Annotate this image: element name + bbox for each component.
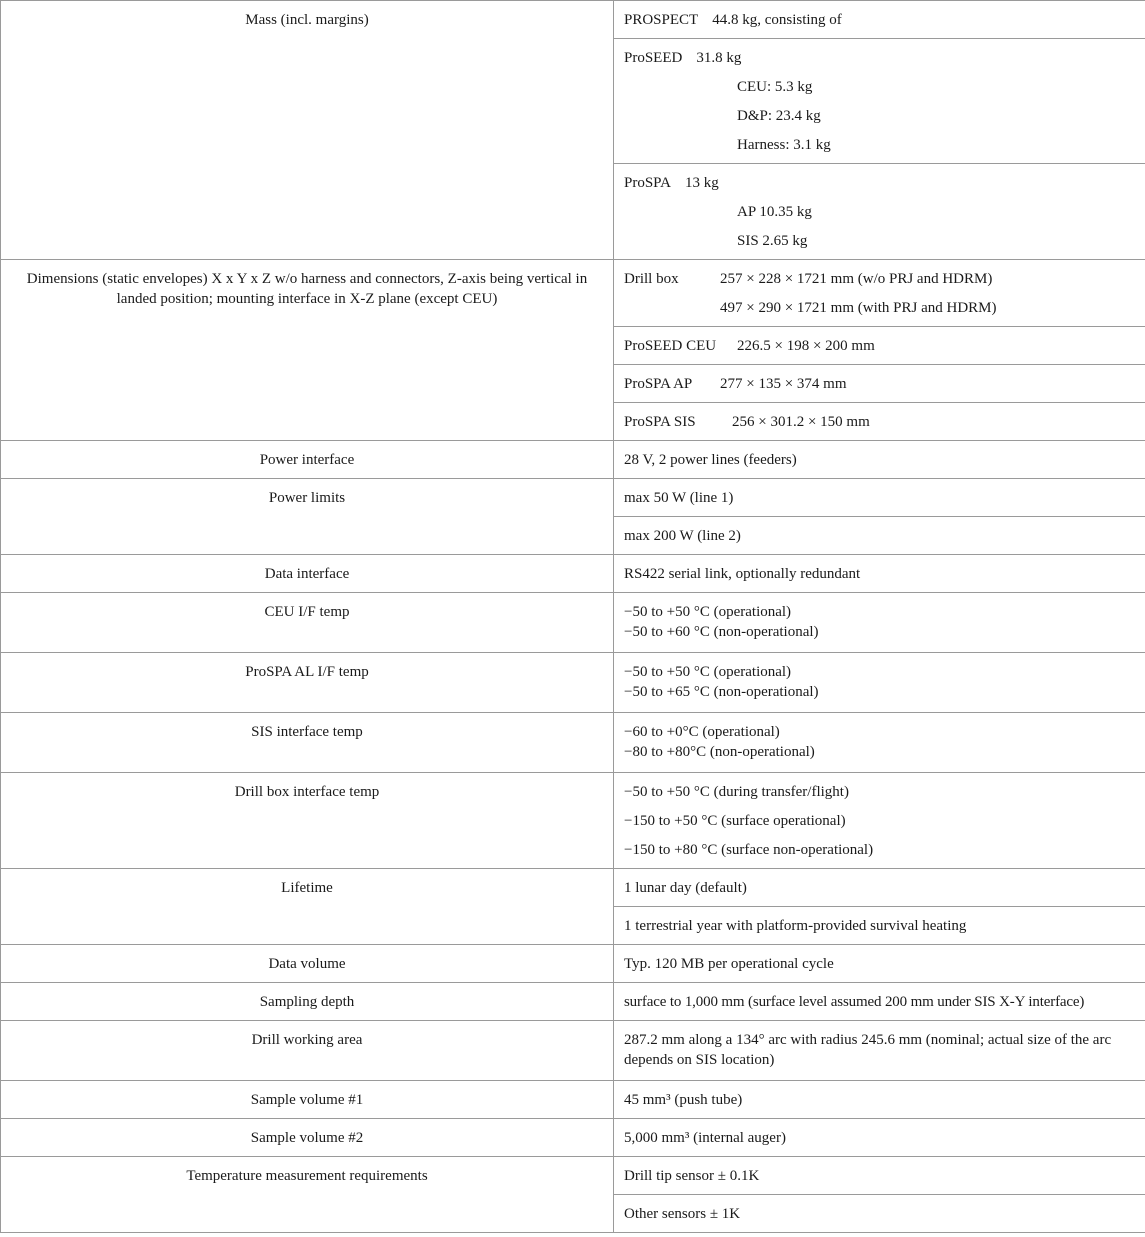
item-value: max 200 W (line 2) — [624, 528, 741, 544]
item-value: 31.8 kg — [696, 50, 742, 66]
table-row — [1, 1, 1145, 39]
param-cell — [1, 593, 614, 653]
value-cell — [614, 869, 1145, 907]
param-label: Drill box interface temp — [234, 784, 380, 800]
value-cell — [614, 1081, 1145, 1119]
table-row — [1, 479, 1145, 517]
item-name: ProSPA AP — [624, 376, 693, 392]
table-row — [1, 1021, 1145, 1081]
param-cell — [1, 713, 614, 773]
value-cell — [614, 164, 1145, 260]
param-cell — [1, 869, 614, 945]
table-row — [1, 555, 1145, 593]
item-value: 277 × 135 × 374 mm — [720, 376, 847, 392]
item-value: 226.5 × 198 × 200 mm — [737, 338, 875, 354]
item-value: max 50 W (line 1) — [624, 490, 734, 506]
item-value: Typ. 120 MB per operational cycle — [624, 956, 834, 972]
param-cell — [1, 1, 614, 260]
param-label: Sampling depth — [259, 994, 355, 1010]
list-item: SIS 2.65 kg — [737, 233, 808, 249]
item-value: 257 × 228 × 1721 mm (w/o PRJ and HDRM) — [720, 271, 993, 287]
value-cell — [614, 983, 1145, 1021]
param-label: Sample volume #1 — [250, 1092, 364, 1108]
item-value: −50 to +60 °C (non-operational) — [624, 624, 819, 640]
item-value: Drill tip sensor ± 0.1K — [624, 1168, 760, 1184]
item-value: 45 mm³ (push tube) — [624, 1092, 743, 1108]
item-value: RS422 serial link, optionally redundant — [624, 566, 861, 582]
item-value: 44.8 kg, consisting of — [712, 12, 842, 28]
value-cell — [614, 1, 1145, 39]
table-row — [1, 1157, 1145, 1195]
param-label: Dimensions (static envelopes) X x Y x Z w/o harness and connectors, Z-axis being vertical in landed position; mounting interface in X-Z plane (except CEU) — [26, 271, 588, 307]
param-label: Data interface — [264, 566, 350, 582]
param-cell — [1, 260, 614, 441]
item-value: 5,000 mm³ (internal auger) — [624, 1130, 786, 1146]
item-name: PROSPECT — [624, 12, 699, 28]
list-item: Harness: 3.1 kg — [737, 137, 831, 153]
param-cell — [1, 945, 614, 983]
param-label: Sample volume #2 — [250, 1130, 364, 1146]
item-value: −80 to +80°C (non-operational) — [624, 744, 815, 760]
param-cell — [1, 1119, 614, 1157]
item-value: −150 to +50 °C (surface operational) — [624, 813, 846, 829]
value-cell — [614, 713, 1145, 773]
table-row — [1, 713, 1145, 773]
table-row — [1, 653, 1145, 713]
param-cell — [1, 653, 614, 713]
item-value: 1 terrestrial year with platform-provided survival heating — [624, 918, 967, 934]
item-name: ProSEED — [624, 50, 683, 66]
param-cell — [1, 1157, 614, 1233]
item-value: 287.2 mm along a 134° arc with radius 245.6 mm (nominal; actual size of the arc depends on SIS location) — [624, 1032, 1112, 1068]
param-label: CEU I/F temp — [264, 604, 350, 620]
table-row — [1, 1119, 1145, 1157]
param-label: Mass (incl. margins) — [245, 12, 369, 28]
item-value: Other sensors ± 1K — [624, 1206, 741, 1222]
param-label: Lifetime — [281, 880, 333, 896]
value-cell — [614, 260, 1145, 327]
item-name: Drill box — [624, 271, 679, 287]
value-cell — [614, 1195, 1145, 1233]
value-cell — [614, 403, 1145, 441]
item-value: surface to 1,000 mm (surface level assumed 200 mm under SIS X-Y interface) — [624, 994, 1085, 1010]
item-name: ProSEED CEU — [624, 338, 717, 354]
table-row — [1, 441, 1145, 479]
param-label: Temperature measurement requirements — [186, 1168, 428, 1184]
item-name: ProSPA SIS — [624, 414, 696, 430]
item-value: 497 × 290 × 1721 mm (with PRJ and HDRM) — [720, 300, 997, 316]
param-cell — [1, 441, 614, 479]
item-name: ProSPA — [624, 175, 671, 191]
value-cell — [614, 39, 1145, 164]
list-item: D&P: 23.4 kg — [737, 108, 821, 124]
item-value: 13 kg — [684, 175, 719, 191]
value-cell — [614, 327, 1145, 365]
param-label: Data volume — [268, 956, 346, 972]
table-row — [1, 945, 1145, 983]
value-cell — [614, 1021, 1145, 1081]
value-cell — [614, 1119, 1145, 1157]
item-value: 256 × 301.2 × 150 mm — [732, 414, 870, 430]
value-cell — [614, 907, 1145, 945]
table-row — [1, 983, 1145, 1021]
table-row — [1, 773, 1145, 869]
param-cell — [1, 773, 614, 869]
value-cell — [614, 1157, 1145, 1195]
value-cell — [614, 441, 1145, 479]
param-label: ProSPA AL I/F temp — [245, 664, 369, 680]
value-cell — [614, 365, 1145, 403]
table-row — [1, 1081, 1145, 1119]
value-cell — [614, 479, 1145, 517]
item-value: −50 to +50 °C (operational) — [624, 604, 792, 620]
item-value: 28 V, 2 power lines (feeders) — [624, 452, 797, 468]
value-cell — [614, 945, 1145, 983]
table-row — [1, 593, 1145, 653]
item-value: 1 lunar day (default) — [624, 880, 747, 896]
param-cell — [1, 983, 614, 1021]
param-cell — [1, 479, 614, 555]
item-value: −50 to +50 °C (operational) — [624, 664, 792, 680]
param-label: Power limits — [268, 490, 346, 506]
param-cell — [1, 1081, 614, 1119]
value-cell — [614, 653, 1145, 713]
item-value: −50 to +50 °C (during transfer/flight) — [624, 784, 849, 800]
value-cell — [614, 593, 1145, 653]
value-cell — [614, 773, 1145, 869]
param-label: SIS interface temp — [251, 724, 363, 740]
param-cell — [1, 555, 614, 593]
value-cell — [614, 517, 1145, 555]
list-item: CEU: 5.3 kg — [737, 79, 813, 95]
param-cell — [1, 1021, 614, 1081]
list-item: AP 10.35 kg — [737, 204, 812, 220]
item-value: −60 to +0°C (operational) — [624, 724, 780, 740]
param-label: Drill working area — [251, 1032, 363, 1048]
item-value: −150 to +80 °C (surface non-operational) — [624, 842, 874, 858]
item-value: −50 to +65 °C (non-operational) — [624, 684, 819, 700]
table-row — [1, 869, 1145, 907]
table-row — [1, 260, 1145, 327]
param-label: Power interface — [259, 452, 355, 468]
value-cell — [614, 555, 1145, 593]
